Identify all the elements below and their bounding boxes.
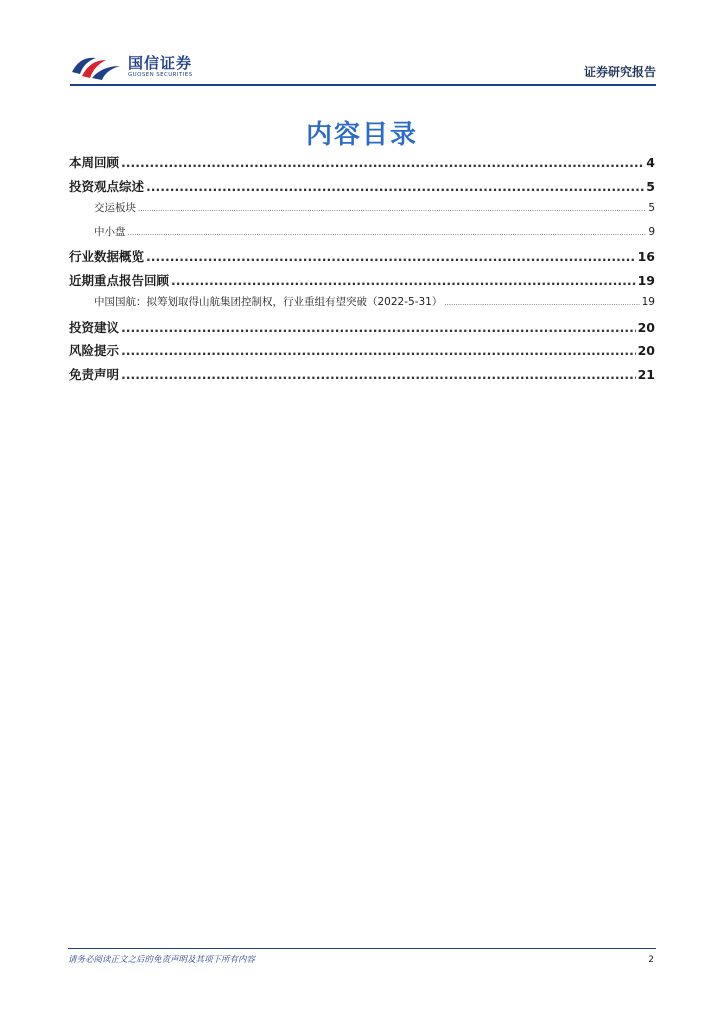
toc-dot-leader xyxy=(121,343,636,358)
toc-dot-leader xyxy=(121,367,636,382)
toc-dot-leader xyxy=(171,273,636,288)
toc-entry[interactable] xyxy=(69,177,655,201)
toc-entry-label: 交运板块 xyxy=(94,202,136,214)
toc-entry[interactable] xyxy=(69,224,655,248)
toc-dot-leader xyxy=(444,299,639,307)
toc-entry-page: 20 xyxy=(637,343,655,358)
toc-dot-leader xyxy=(146,179,644,194)
logo-chinese-name: 国信证券 xyxy=(128,54,193,72)
toc-dot-leader xyxy=(138,205,646,213)
toc-entry-label: 近期重点报告回顾 xyxy=(69,272,170,288)
toc-entry-label: 本周回顾 xyxy=(69,155,120,170)
toc-entry-page: 16 xyxy=(637,249,655,264)
toc-entry-label: 免责声明 xyxy=(69,366,120,382)
toc-entry-page: 4 xyxy=(646,155,655,170)
logo-english-name: GUOSEN SECURITIES xyxy=(128,72,193,78)
footer-divider xyxy=(68,948,656,949)
toc-entry-label: 行业数据概览 xyxy=(69,249,145,264)
page-number: 2 xyxy=(648,955,654,965)
toc-dot-leader xyxy=(121,320,636,335)
table-of-contents xyxy=(69,153,655,388)
toc-entry-page: 19 xyxy=(641,296,655,308)
toc-entry-page: 19 xyxy=(637,272,655,288)
guosen-logo-mark-icon xyxy=(70,52,122,82)
toc-entry-label: 中国国航：拟筹划取得山航集团控制权，行业重组有望突破（2022-5-31） xyxy=(94,296,443,308)
toc-entry[interactable] xyxy=(69,153,655,177)
toc-entry-page: 5 xyxy=(646,178,655,194)
toc-entry[interactable] xyxy=(69,294,655,318)
toc-entry[interactable] xyxy=(69,271,655,295)
toc-entry-label: 中小盘 xyxy=(94,225,126,238)
toc-dot-leader xyxy=(128,229,647,237)
toc-dot-leader xyxy=(121,155,644,170)
toc-entry-page: 20 xyxy=(637,319,655,335)
toc-entry[interactable] xyxy=(69,318,655,342)
footer-disclaimer-note: 请务必阅读正文之后的免责声明及其项下所有内容 xyxy=(68,955,256,965)
toc-entry[interactable] xyxy=(69,365,655,389)
page-header xyxy=(70,50,656,84)
toc-entry-label: 风险提示 xyxy=(69,343,120,358)
toc-entry-page: 5 xyxy=(648,202,655,214)
toc-entry[interactable] xyxy=(69,200,655,224)
toc-entry-page: 21 xyxy=(637,366,655,382)
toc-entry-label: 投资建议 xyxy=(69,319,120,335)
guosen-logo xyxy=(70,50,210,84)
header-divider xyxy=(70,84,656,86)
toc-entry[interactable] xyxy=(69,341,655,365)
toc-entry-label: 投资观点综述 xyxy=(69,178,145,194)
toc-entry-page: 9 xyxy=(648,225,655,238)
toc-entry[interactable] xyxy=(69,247,655,271)
toc-dot-leader xyxy=(146,249,636,264)
report-type-label: 证券研究报告 xyxy=(583,65,656,79)
toc-title: 内容目录 xyxy=(305,120,418,150)
